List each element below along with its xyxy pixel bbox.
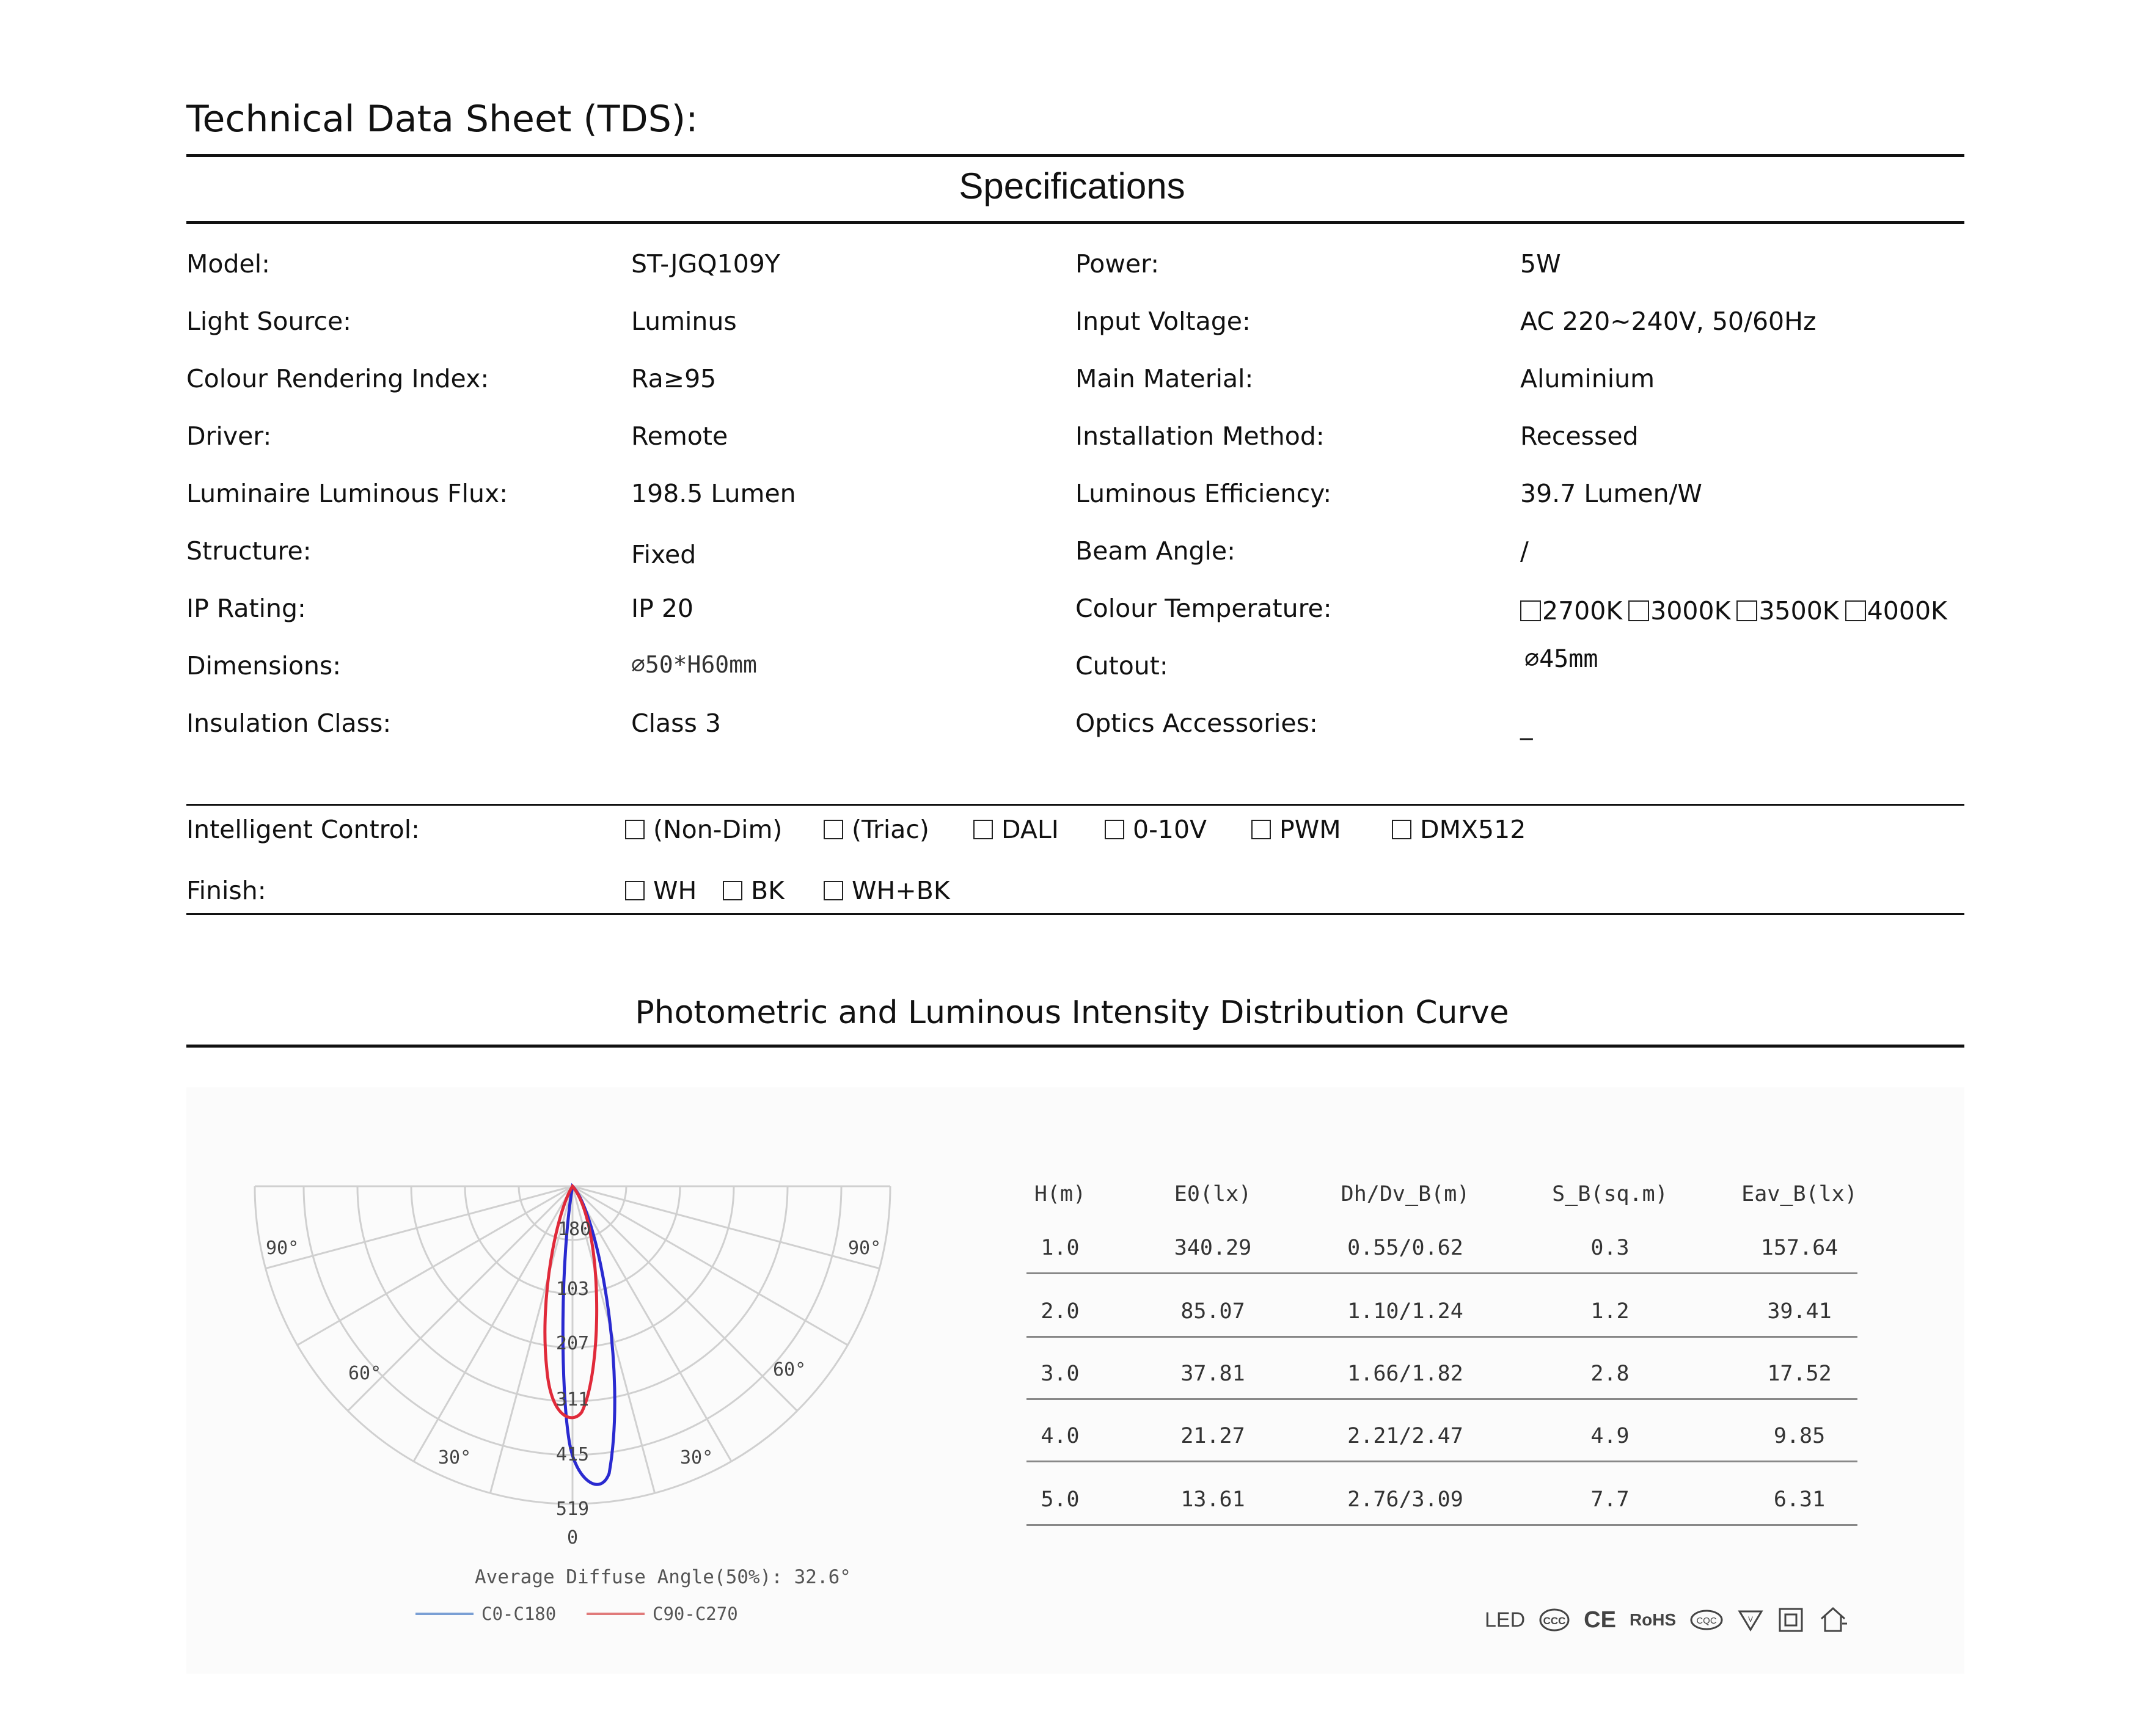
table-cell: 13.61 bbox=[1180, 1487, 1245, 1512]
table-cell: 2.76/3.09 bbox=[1347, 1487, 1463, 1512]
checkbox-icon bbox=[1392, 820, 1411, 839]
checkbox-icon bbox=[824, 881, 843, 900]
spec-row bbox=[186, 307, 1964, 343]
colour-temperature-options bbox=[1520, 596, 1947, 625]
table-cell: 0.3 bbox=[1590, 1236, 1630, 1260]
angle-label: 90° bbox=[266, 1238, 299, 1259]
spec-value: AC 220~240V, 50/60Hz bbox=[1520, 307, 1817, 336]
checkbox-icon bbox=[1105, 820, 1124, 839]
checkbox-icon bbox=[1628, 600, 1649, 621]
polar-spoke bbox=[573, 1186, 847, 1345]
table-cell: 2.8 bbox=[1590, 1362, 1630, 1386]
intelligent-control-label: Intelligent Control: bbox=[186, 815, 420, 844]
spec-value: Aluminium bbox=[1520, 364, 1655, 393]
class-ii-icon bbox=[1777, 1607, 1804, 1633]
table-row bbox=[1026, 1236, 1857, 1274]
finish-option-label: BK bbox=[751, 876, 785, 905]
checkbox-icon bbox=[824, 820, 843, 839]
options-divider-bottom bbox=[186, 913, 1964, 915]
table-cell: 4.0 bbox=[1041, 1424, 1080, 1448]
cct-label: 3000K bbox=[1650, 596, 1731, 625]
spec-value: ∅45mm bbox=[1524, 645, 1598, 673]
svg-text:V: V bbox=[1748, 1615, 1754, 1624]
spec-value: Recessed bbox=[1520, 421, 1639, 451]
spec-value: Ra≥95 bbox=[631, 364, 717, 393]
checkbox-icon bbox=[723, 881, 742, 900]
angle-label: 60° bbox=[348, 1363, 382, 1384]
photometric-divider bbox=[186, 1045, 1964, 1048]
control-option[interactable] bbox=[1392, 815, 1526, 844]
control-option-label: PWM bbox=[1279, 815, 1341, 844]
spec-value: 5W bbox=[1520, 249, 1561, 279]
spec-value: Class 3 bbox=[631, 709, 721, 738]
spec-value: ∅50*H60mm bbox=[631, 651, 757, 678]
spec-value: Remote bbox=[631, 421, 728, 451]
cct-option[interactable] bbox=[1736, 596, 1838, 625]
finish-label: Finish: bbox=[186, 876, 266, 905]
spec-label: Beam Angle: bbox=[1075, 536, 1235, 566]
table-cell: 3.0 bbox=[1041, 1362, 1080, 1386]
control-option-label: DALI bbox=[1001, 815, 1059, 844]
spec-label: Structure: bbox=[186, 536, 312, 566]
table-row bbox=[1026, 1362, 1857, 1400]
control-option-label: 0-10V bbox=[1133, 815, 1207, 844]
table-header-cell: Dh/Dv_B(m) bbox=[1341, 1182, 1470, 1206]
spec-value: / bbox=[1520, 536, 1529, 566]
intelligent-control-row bbox=[186, 815, 1964, 852]
spec-row bbox=[186, 479, 1964, 516]
angle-label: 30° bbox=[438, 1447, 472, 1468]
control-option[interactable] bbox=[824, 815, 929, 844]
spec-value: 198.5 Lumen bbox=[631, 479, 796, 508]
control-option[interactable] bbox=[1105, 815, 1207, 844]
spec-value: 39.7 Lumen/W bbox=[1520, 479, 1702, 508]
checkbox-icon bbox=[625, 820, 645, 839]
spec-label: Colour Rendering Index: bbox=[186, 364, 489, 393]
spec-label: Optics Accessories: bbox=[1075, 709, 1318, 738]
spec-label: Model: bbox=[186, 249, 270, 279]
spec-value: _ bbox=[1520, 711, 1533, 740]
polar-spoke bbox=[414, 1186, 573, 1461]
cct-label: 4000K bbox=[1867, 596, 1947, 625]
table-cell: 1.66/1.82 bbox=[1347, 1362, 1463, 1386]
cct-label: 2700K bbox=[1542, 596, 1623, 625]
spec-row bbox=[186, 536, 1964, 573]
spec-label: Input Voltage: bbox=[1075, 307, 1251, 336]
control-option-label: (Non-Dim) bbox=[653, 815, 783, 844]
control-option-label: (Triac) bbox=[852, 815, 929, 844]
spec-label: Driver: bbox=[186, 421, 272, 451]
table-row bbox=[1026, 1424, 1857, 1462]
spec-row bbox=[186, 421, 1964, 458]
angle-label: 60° bbox=[773, 1359, 807, 1380]
table-cell: 37.81 bbox=[1180, 1362, 1245, 1386]
table-cell: 1.2 bbox=[1590, 1299, 1630, 1324]
radial-label: 0 bbox=[566, 1527, 579, 1548]
polar-distribution-diagram bbox=[186, 1161, 981, 1710]
spec-value: Fixed bbox=[631, 540, 697, 569]
checkbox-icon bbox=[1251, 820, 1271, 839]
table-cell: 157.64 bbox=[1760, 1236, 1838, 1260]
control-option[interactable] bbox=[973, 815, 1059, 844]
table-cell: 1.0 bbox=[1041, 1236, 1080, 1260]
table-header-cell: E0(lx) bbox=[1174, 1182, 1252, 1206]
specifications-divider bbox=[186, 221, 1964, 224]
checkbox-icon bbox=[1736, 600, 1757, 621]
angle-label: 30° bbox=[680, 1447, 714, 1468]
control-option-label: DMX512 bbox=[1420, 815, 1526, 844]
spec-value: Luminus bbox=[631, 307, 737, 336]
cct-option[interactable] bbox=[1845, 596, 1947, 625]
cqc-icon bbox=[1689, 1608, 1724, 1632]
table-header-cell: Eav_B(lx) bbox=[1741, 1182, 1857, 1206]
polar-spoke bbox=[573, 1186, 882, 1269]
cct-option[interactable] bbox=[1628, 596, 1730, 625]
finish-option[interactable] bbox=[723, 876, 785, 905]
table-cell: 9.85 bbox=[1773, 1424, 1826, 1448]
svg-text:CQC: CQC bbox=[1696, 1616, 1717, 1626]
table-cell: 2.21/2.47 bbox=[1347, 1424, 1463, 1448]
spec-label: Dimensions: bbox=[186, 651, 342, 680]
table-cell: 6.31 bbox=[1773, 1487, 1826, 1512]
checkbox-icon bbox=[973, 820, 993, 839]
table-cell: 4.9 bbox=[1590, 1424, 1630, 1448]
spec-label: Main Material: bbox=[1075, 364, 1254, 393]
spec-label: Insulation Class: bbox=[186, 709, 392, 738]
checkbox-icon bbox=[1520, 600, 1541, 621]
legend-label: C90-C270 bbox=[653, 1603, 738, 1624]
polar-spoke bbox=[348, 1186, 573, 1411]
spec-row bbox=[186, 594, 1964, 630]
spec-label: IP Rating: bbox=[186, 594, 306, 623]
radial-label: 180 bbox=[557, 1219, 591, 1240]
control-option[interactable] bbox=[1251, 815, 1341, 844]
table-header-cell: H(m) bbox=[1034, 1182, 1086, 1206]
spec-value: ST-JGQ109Y bbox=[631, 249, 780, 279]
checkbox-icon bbox=[1845, 600, 1866, 621]
spec-label: Luminous Efficiency: bbox=[1075, 479, 1332, 508]
table-row bbox=[1026, 1487, 1857, 1526]
table-cell: 340.29 bbox=[1174, 1236, 1252, 1260]
legend-label: C0-C180 bbox=[481, 1603, 557, 1624]
document-title: Technical Data Sheet (TDS): bbox=[186, 98, 698, 140]
table-cell: 1.10/1.24 bbox=[1347, 1299, 1463, 1324]
led-mark: LED bbox=[1485, 1608, 1526, 1632]
table-cell: 21.27 bbox=[1180, 1424, 1245, 1448]
finish-row bbox=[186, 876, 1964, 913]
table-cell: 17.52 bbox=[1767, 1362, 1832, 1386]
ce-icon: CE bbox=[1584, 1607, 1616, 1633]
svg-text:CCC: CCC bbox=[1543, 1615, 1566, 1627]
spec-label: Luminaire Luminous Flux: bbox=[186, 479, 508, 508]
radial-label: 415 bbox=[555, 1444, 590, 1465]
house-icon bbox=[1818, 1605, 1848, 1635]
spec-row bbox=[186, 645, 1964, 688]
diffuse-angle-caption: Average Diffuse Angle(50%): 32.6° bbox=[475, 1566, 851, 1588]
polar-spoke bbox=[298, 1186, 573, 1345]
spec-label: Cutout: bbox=[1075, 651, 1168, 680]
radial-label: 103 bbox=[555, 1278, 590, 1300]
table-cell: 85.07 bbox=[1180, 1299, 1245, 1324]
specifications-heading: Specifications bbox=[959, 166, 1185, 206]
spec-label: Installation Method: bbox=[1075, 421, 1325, 451]
finish-option[interactable] bbox=[625, 876, 697, 905]
spec-label: Colour Temperature: bbox=[1075, 594, 1332, 623]
certification-marks bbox=[1485, 1605, 1848, 1635]
radial-label: 311 bbox=[555, 1389, 590, 1410]
finish-option-label: WH bbox=[653, 876, 697, 905]
radial-label: 207 bbox=[555, 1333, 590, 1354]
options-divider-top bbox=[186, 804, 1964, 806]
angle-label: 90° bbox=[848, 1238, 882, 1259]
spec-row bbox=[186, 364, 1964, 401]
spec-row bbox=[186, 709, 1964, 745]
control-option[interactable] bbox=[625, 815, 782, 844]
table-cell: 39.41 bbox=[1767, 1299, 1832, 1324]
photometric-heading: Photometric and Luminous Intensity Distribution Curve bbox=[635, 994, 1509, 1031]
table-cell: 0.55/0.62 bbox=[1347, 1236, 1463, 1260]
table-header bbox=[1026, 1182, 1857, 1213]
polar-spoke bbox=[266, 1186, 573, 1269]
radial-label: 519 bbox=[555, 1498, 590, 1520]
spec-label: Power: bbox=[1075, 249, 1160, 279]
finish-option[interactable] bbox=[824, 876, 950, 905]
table-cell: 2.0 bbox=[1041, 1299, 1080, 1324]
cct-option[interactable] bbox=[1520, 596, 1622, 625]
spec-row bbox=[186, 249, 1964, 286]
ccc-icon bbox=[1538, 1608, 1570, 1632]
table-cell: 7.7 bbox=[1590, 1487, 1630, 1512]
table-cell: 5.0 bbox=[1041, 1487, 1080, 1512]
title-divider bbox=[186, 154, 1964, 157]
rohs-icon: RoHS bbox=[1629, 1610, 1677, 1629]
spec-label: Light Source: bbox=[186, 307, 351, 336]
checkbox-icon bbox=[625, 881, 645, 900]
table-header-cell: S_B(sq.m) bbox=[1552, 1182, 1668, 1206]
table-row bbox=[1026, 1299, 1857, 1338]
spec-value: IP 20 bbox=[631, 594, 694, 623]
finish-option-label: WH+BK bbox=[852, 876, 950, 905]
tuv-icon bbox=[1737, 1608, 1764, 1632]
cct-label: 3500K bbox=[1758, 596, 1839, 625]
